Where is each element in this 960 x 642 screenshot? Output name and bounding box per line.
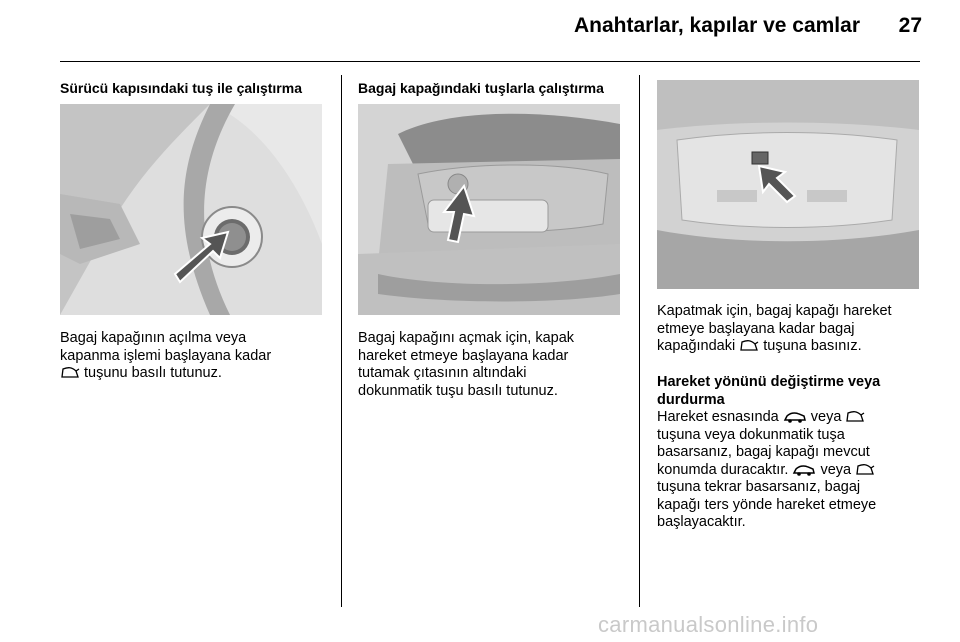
page-title: Anahtarlar, kapılar ve camlar [574,14,860,37]
column1-line-2: kapanma işlemi başlayana kadar [60,347,272,364]
column2-heading: Bagaj kapağındaki tuşlarla çalıştırma [358,80,604,96]
para2-line-4 [657,462,927,480]
para2-line-1 [657,409,927,427]
para2-line-4b: veya [820,461,852,478]
column3-line-3b: tuşuna basınız. [763,338,862,354]
column1-line-3-text: tuşunu basılı tutunuz. [84,365,222,381]
column3-subheading [657,374,927,409]
column-divider-2 [639,75,640,607]
column3-body [657,303,927,356]
page-number: 27 [898,14,922,37]
header-rule [60,61,920,62]
tailgate-icon [739,339,759,353]
tailgate-icon [855,463,875,477]
car-icon [783,410,807,424]
column3-line-1: Kapatmak için, bagaj kapağı hareket [657,303,892,319]
column2-line-4: dokunmatik tuşu basılı tutunuz. [358,382,558,399]
column3-para2 [657,409,927,532]
para2-line-6: kapağı ters yönde hareket etmeye [657,496,877,513]
column3-subheading-line-1: Hareket yönünü değiştirme veya [657,374,881,390]
column2-line-2: hareket etmeye başlayana kadar [358,347,569,364]
column3-subheading-line-2: durdurma [657,391,725,408]
tailgate-icon [845,410,865,424]
column3-line-3 [657,338,927,356]
tailgate-icon [60,366,80,380]
column3-line-2: etmeye başlayana kadar bagaj [657,320,855,337]
column2-body [358,330,633,400]
column3-line-3a: kapağındaki [657,338,736,354]
tailgate-interior-figure [657,80,919,289]
para2-line-1b: veya [810,409,842,425]
column-divider-1 [341,75,342,607]
watermark: carmanualsonline.info [598,612,819,637]
tailgate-exterior-figure [358,104,620,315]
column2-line-3: tutamak çıtasının altındaki [358,365,527,381]
para2-line-5: tuşuna tekrar basarsanız, bagaj [657,479,861,495]
para2-line-2: tuşuna veya dokunmatik tuşa [657,426,845,443]
para2-line-7: başlayacaktır. [657,514,746,530]
driver-door-figure [60,104,322,315]
column1-heading: Sürücü kapısındaki tuş ile çalıştırma [60,80,302,96]
column1-line-3 [60,365,335,383]
column1-body [60,330,335,383]
para2-line-4a: konumda duracaktır. [657,461,789,478]
column2-line-1: Bagaj kapağını açmak için, kapak [358,330,575,346]
column1-line-1: Bagaj kapağının açılma veya [60,330,247,346]
car-icon [792,463,816,477]
para2-line-1a: Hareket esnasında [657,409,779,425]
para2-line-3: basarsanız, bagaj kapağı mevcut [657,444,870,460]
